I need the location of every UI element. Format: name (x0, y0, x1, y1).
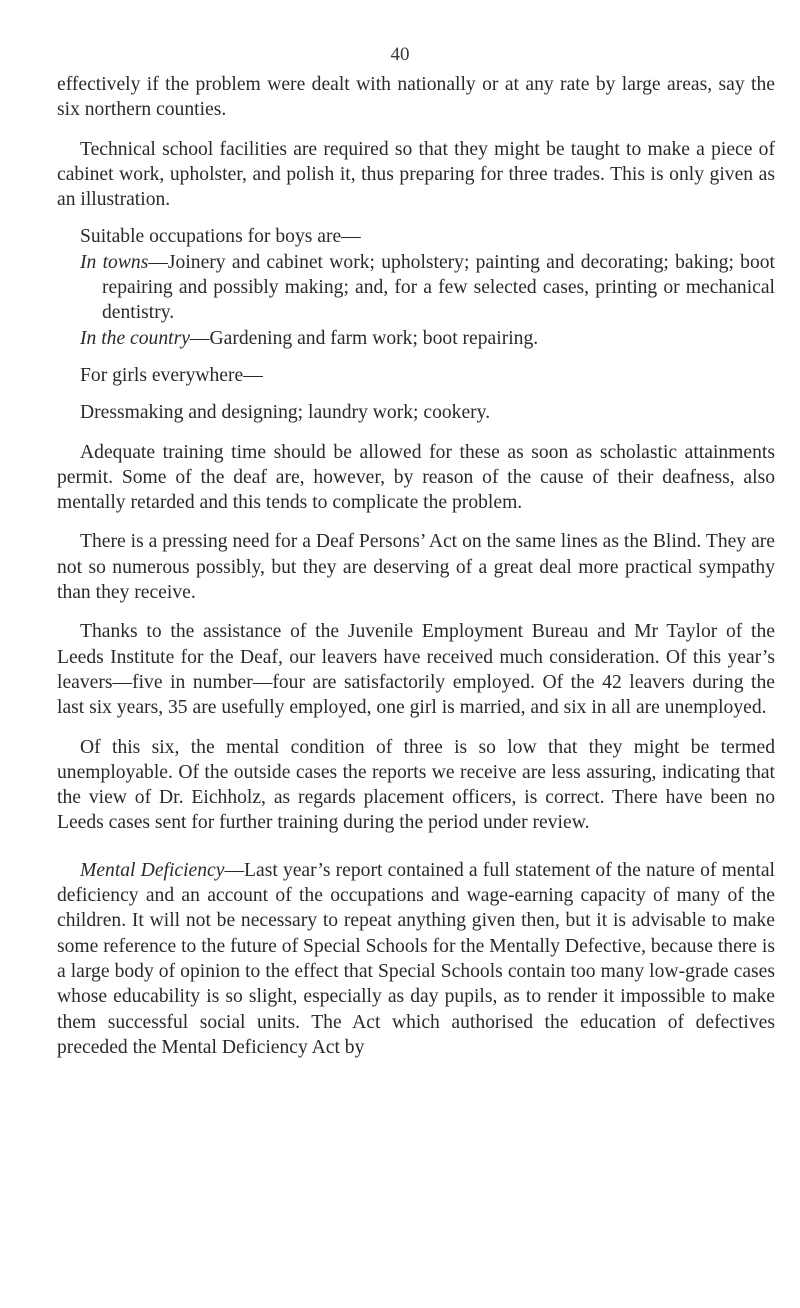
label-in-towns: In towns (80, 251, 149, 273)
text-mental-deficiency: —Last year’s report contained a full statement of the nature of mental deficiency and an account of the occupations and wage-earning capacity of many of the children. It will not be necessary to repeat anything given then, but it is advisable to make some reference to the future of Special Schools for the Mentally Defective, because there is a large body of opinion to the effect that Special Schools contain too many low-grade cases whose educability is so slight, especially as day pupils, as to render it impossible to make them successful social units. The Act which authorised the education of defectives preceded the Mental Deficiency Act by (57, 859, 775, 1058)
paragraph-girls-intro: For girls everywhere— (80, 364, 263, 386)
paragraph-continuation: effectively if the problem were dealt with nationally or at any rate by large areas, say the six northern counties. (57, 74, 775, 121)
paragraph-technical-school: Technical school facilities are required so that they might be taught to make a piece of cabinet work, upholster, and polish it, thus preparing for three trades. This is only given as an illustration. (57, 138, 775, 211)
page-number: 40 (390, 44, 410, 65)
label-mental-deficiency: Mental Deficiency (80, 859, 225, 881)
list-item-in-the-country (80, 326, 775, 351)
body-text (57, 72, 775, 1060)
paragraph-mental-condition: Of this six, the mental condition of three is so low that they might be termed unemployable. Of the outside cases the reports we receive are less assuring, indicating that the view of Dr. Eichholz, as regards placement officers, is correct. There have been no Leeds cases sent for further training during the period under review. (57, 736, 775, 834)
label-in-the-country: In the country (80, 327, 190, 349)
paragraph-training-time: Adequate training time should be allowed for these as soon as scholastic attainments permit. Some of the deaf are, however, by reason of the cause of their deafness, also mentally retarded and this tends to complicate the problem. (57, 441, 775, 514)
list-item-in-towns (80, 250, 775, 326)
text-in-towns: —Joinery and cabinet work; upholstery; painting and decorating; baking; boot repairing and possibly making; and, for a few selected cases, printing or mechanical dentistry. (102, 251, 776, 324)
paragraph-boys-occupations-intro: Suitable occupations for boys are— (80, 226, 361, 248)
paragraph-juvenile-employment: Thanks to the assistance of the Juvenile Employment Bureau and Mr Taylor of the Leeds Institute for the Deaf, our leavers have received much consideration. Of this year’s leavers—five in number—four are satisfactorily employed. Of the 42 leavers during the last six years, 35 are usefully employed, one girl is married, and six in all are unemployed. (57, 621, 775, 719)
paragraph-mental-deficiency (57, 858, 775, 1060)
paragraph-deaf-persons-act: There is a pressing need for a Deaf Persons’ Act on the same lines as the Blind. They are not so numerous possibly, but they are deserving of a great deal more practical sympathy than they receive. (57, 531, 775, 604)
paragraph-girls-occupations: Dressmaking and designing; laundry work; cookery. (80, 402, 491, 424)
text-in-the-country: —Gardening and farm work; boot repairing. (189, 327, 539, 349)
